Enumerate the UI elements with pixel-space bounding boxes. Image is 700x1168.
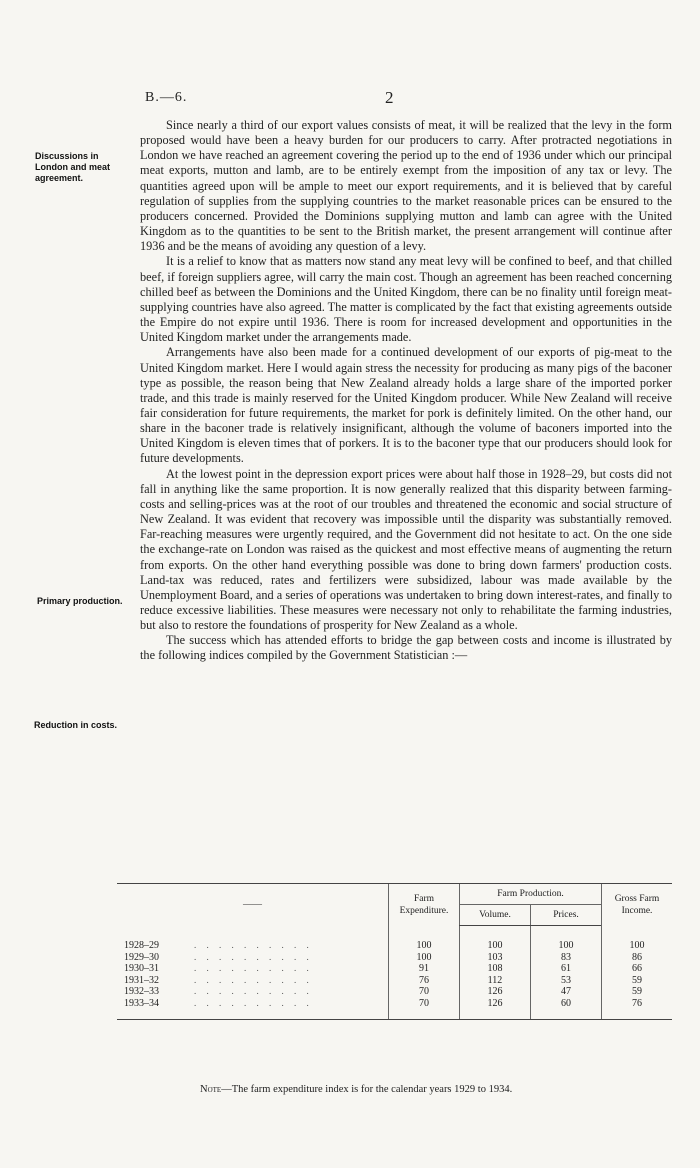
- table-note: [200, 1084, 512, 1095]
- row-prices: 83: [531, 952, 602, 964]
- row-volume: 126: [460, 986, 531, 998]
- row-prices: 61: [531, 963, 602, 975]
- table-row: [117, 963, 672, 975]
- row-year: 1928–29: [124, 939, 159, 951]
- row-income: 59: [602, 975, 673, 987]
- row-expenditure: 91: [389, 963, 460, 975]
- row-volume: 103: [460, 952, 531, 964]
- row-expenditure: 100: [389, 952, 460, 964]
- note-label: Note: [200, 1084, 222, 1095]
- row-volume: 112: [460, 975, 531, 987]
- row-prices: 60: [531, 998, 602, 1020]
- page-number: 2: [385, 88, 394, 107]
- row-income: 100: [602, 926, 673, 952]
- indices-table: [117, 883, 672, 1020]
- row-year: 1930–31: [124, 963, 159, 974]
- row-volume: 108: [460, 963, 531, 975]
- row-prices: 53: [531, 975, 602, 987]
- paragraph-beef: It is a relief to know that as matters now stand any meat levy will be confined to beef, and that chilled beef, if foreign suppliers agree, will carry the main cost. Though an agreement has been reached concerning chilled beef as between the Dominions and the United Kingdom, there can be no finality until foreign meat-supplying countries have also agreed. The matter is complicated by the fact that existing agreements outside the Empire do not expire until 1936. There is room for increased development and opportunities in the United Kingdom market under the arrangements made.: [140, 254, 672, 345]
- sidenote-reduction-in-costs: Reduction in costs.: [34, 720, 118, 730]
- header-prices: Prices.: [531, 905, 602, 926]
- row-volume: 100: [460, 926, 531, 952]
- row-income: 59: [602, 986, 673, 998]
- header-volume: Volume.: [460, 905, 531, 926]
- table-row: [117, 986, 672, 998]
- row-income: 76: [602, 998, 673, 1020]
- body-text: [140, 118, 672, 664]
- paragraph-indices-intro: The success which has attended efforts to bridge the gap between costs and income is illustrated by the following indices compiled by the Government Statistician :—: [140, 633, 672, 663]
- document-code: B.—6.: [145, 90, 188, 105]
- table-header-blank: ——: [117, 884, 389, 926]
- row-leader: . . . . . . . . . .: [194, 974, 313, 985]
- row-volume: 126: [460, 998, 531, 1020]
- row-expenditure: 70: [389, 986, 460, 998]
- row-income: 86: [602, 952, 673, 964]
- sidenote-primary-production: Primary production.: [37, 596, 123, 606]
- row-prices: 100: [531, 926, 602, 952]
- note-text: —The farm expenditure index is for the calendar years 1929 to 1934.: [221, 1084, 513, 1095]
- row-leader: . . . . . . . . . .: [194, 951, 313, 962]
- row-year: 1931–32: [124, 974, 159, 986]
- header-farm-production: Farm Production.: [460, 884, 602, 905]
- paragraph-depression: At the lowest point in the depression export prices were about half those in 1928–29, but costs did not fall in anything like the same proportion. It is now generally realized that this disparity between farming-costs and selling-prices was at the root of our troubles and threatened the economic and social structure of New Zealand. It was evident that recovery was impossible until the disparity was substantially removed. Far-reaching measures were urgently required, and the Government did not hesitate to act. On the one side the exchange-rate on London was raised as the quickest and most effective means of augmenting the return from exports. On the other hand everything possible was done to bring down farmers' production costs. Land-tax was reduced, rates and fertilizers were subsidized, labour was made available by the Unemployment Board, and a series of operations was undertaken to bring down interest-rates, and finally to reduce excessive liabilities. These measures were necessary not only to rehabilitate the farming industries, but also to restore the foundations of prosperity for New Zealand as a whole.: [140, 466, 672, 633]
- row-year: 1933–34: [117, 998, 194, 1020]
- row-expenditure: 70: [389, 998, 460, 1020]
- row-expenditure: 100: [389, 926, 460, 952]
- table-row: [117, 998, 672, 1020]
- row-leader: . . . . . . . . . .: [194, 998, 389, 1020]
- row-income: 66: [602, 963, 673, 975]
- row-leader: . . . . . . . . . .: [194, 939, 313, 950]
- table-row: [117, 975, 672, 987]
- row-expenditure: 76: [389, 975, 460, 987]
- paragraph-meat-levy: Since nearly a third of our export values consists of meat, it will be realized that the levy in the form proposed would have been a heavy burden for our producers to carry. After protracted negotiations in London we have reached an agreement covering the period up to the end of 1936 under which our principal meat exports, mutton and lamb, are to be entirely exempt from the imposition of any tax or levy. The quantities agreed upon will be ample to meet our export requirements, and it is believed that by careful regulation of supplies from the supplying countries to the market reasonable prices can be ensured to the producers concerned. Provided the Dominions supplying mutton and lamb can agree with the United Kingdom as to the quantities to be sent to the British market, the present arrangement will continue after 1936 and be the means of avoiding any question of a levy.: [140, 118, 672, 254]
- paragraph-pig-meat: Arrangements have also been made for a continued development of our exports of pig-meat to the United Kingdom market. Here I would again stress the necessity for producing as many pigs of the baconer type as possible, the reason being that New Zealand already holds a large share of the imported porker trade, and this trade is mainly reserved for the United Kingdom producer. While New Zealand will receive fair consideration for future requirements, the market for pork is definitely limited. On the other hand, our share in the baconer trade is relatively insignificant, although the volume of baconers imported into the United Kingdom is eleven times that of porkers. It is to the baconer type that our producers should look for future developments.: [140, 345, 672, 466]
- row-year: 1932–33: [124, 986, 159, 997]
- row-leader: . . . . . . . . . .: [194, 963, 313, 973]
- sidenote-meat-agreement: Discussions in London and meat agreement.: [35, 151, 110, 183]
- table-row: [117, 952, 672, 964]
- row-year: 1929–30: [124, 951, 159, 963]
- row-prices: 47: [531, 986, 602, 998]
- header-gross-farm-income: Gross Farm Income.: [602, 884, 673, 926]
- table-row: [117, 926, 672, 952]
- row-leader: . . . . . . . . . .: [194, 986, 313, 996]
- header-farm-expenditure: Farm Expenditure.: [389, 884, 460, 926]
